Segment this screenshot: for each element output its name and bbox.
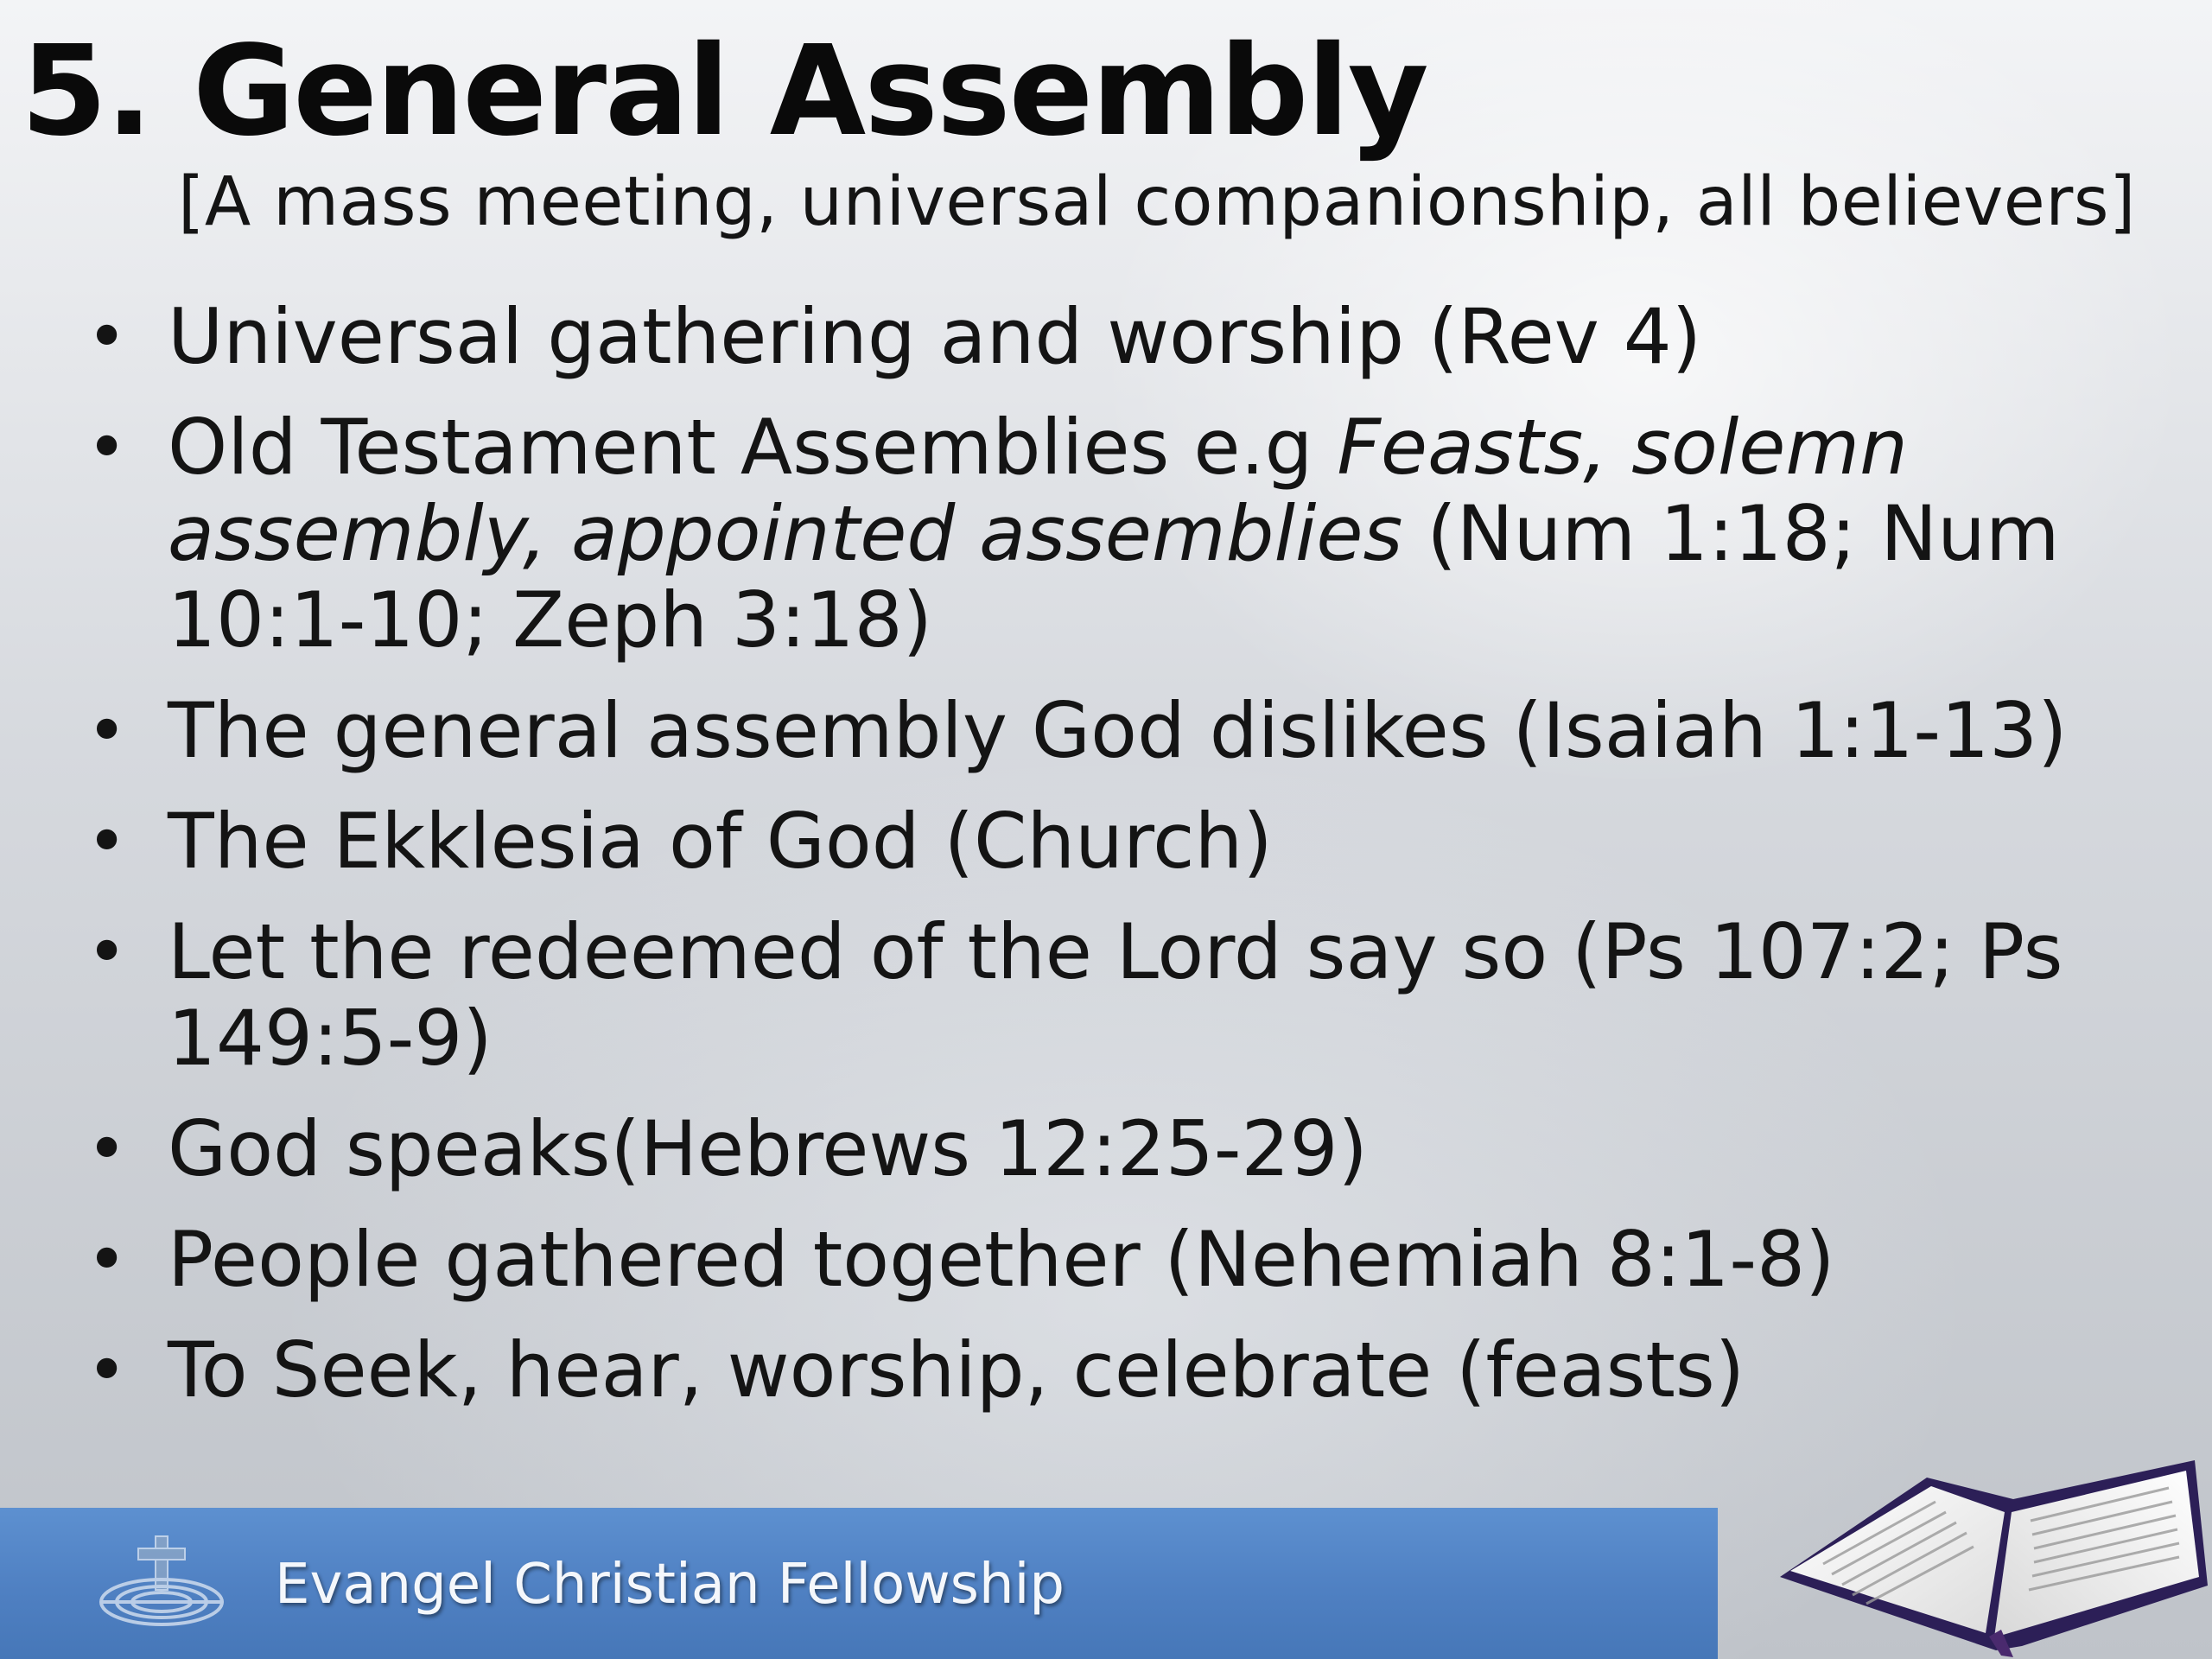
bullet-text: The Ekklesia of God (Church) xyxy=(168,797,1273,886)
bullet-text: People gathered together (Nehemiah 8:1-8) xyxy=(168,1215,1835,1304)
bullet-marker: • xyxy=(86,801,128,881)
bullet-marker: • xyxy=(86,407,128,487)
bullet-text-reference: (Num 1:18; Num 10:1-10; Zeph 3:18) xyxy=(168,489,2060,664)
bullet-item xyxy=(78,1217,2152,1303)
bullet-text: God speaks(Hebrews 12:25-29) xyxy=(168,1104,1368,1193)
bullet-text: Let the redeemed of the Lord say so (Ps 107:2; Ps 149:5-9) xyxy=(168,907,2063,1083)
bullet-marker: • xyxy=(86,1330,128,1410)
bullet-item xyxy=(78,1327,2152,1414)
organization-name: Evangel Christian Fellowship xyxy=(275,1553,1065,1617)
open-bible-icon xyxy=(1763,1426,2212,1659)
bullet-marker: • xyxy=(86,296,128,377)
cross-globe-logo-icon xyxy=(97,1531,226,1635)
bullet-text: To Seek, hear, worship, celebrate (feasts) xyxy=(168,1325,1745,1414)
bullet-marker: • xyxy=(86,1219,128,1300)
bullet-item xyxy=(78,798,2152,885)
bullet-item xyxy=(78,294,2152,380)
bullet-marker: • xyxy=(86,1109,128,1189)
bullet-text-italic: Feasts, solemn assembly, appointed assemblies xyxy=(168,403,1908,578)
slide-title: 5. General Assembly xyxy=(21,18,1427,163)
bullet-item xyxy=(78,404,2152,664)
bullet-list xyxy=(78,294,2152,1438)
bullet-text: Old Testament Assemblies e.g xyxy=(168,403,1338,492)
bullet-text: Universal gathering and worship (Rev 4) xyxy=(168,292,1702,381)
bullet-item xyxy=(78,909,2152,1082)
bullet-item xyxy=(78,1106,2152,1192)
bullet-marker: • xyxy=(86,912,128,992)
bullet-item xyxy=(78,688,2152,774)
bullet-text: The general assembly God dislikes (Isaiah 1:1-13) xyxy=(168,686,2068,775)
bullet-marker: • xyxy=(86,690,128,771)
slide-subtitle: [A mass meeting, universal companionship, all believers] xyxy=(178,163,2136,241)
